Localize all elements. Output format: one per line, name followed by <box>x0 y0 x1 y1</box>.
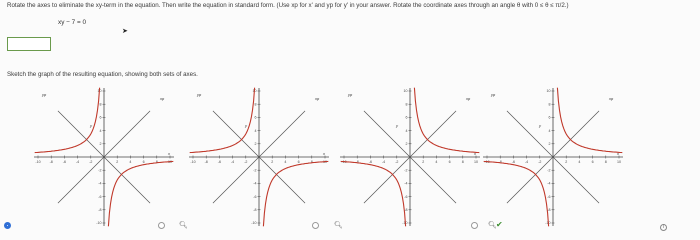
y-tick-label: -6 <box>253 194 257 199</box>
x-axis-label: x <box>617 151 619 156</box>
info-icon[interactable]: i <box>660 224 667 231</box>
y-axis-label: y <box>245 123 247 128</box>
x-tick-label: 6 <box>448 160 451 164</box>
x-tick-label: 2 <box>116 160 119 164</box>
y-tick-label: 6 <box>548 115 551 120</box>
graph-option-b <box>185 84 333 230</box>
y-tick-label: -10 <box>402 221 408 226</box>
graph-option-a <box>30 84 178 230</box>
y-tick-label: -2 <box>547 168 551 173</box>
x-tick-label: 10 <box>323 160 327 164</box>
x-tick-label: 10 <box>474 160 478 164</box>
y-tick-label: -8 <box>547 208 551 212</box>
y-tick-label: -8 <box>404 208 408 212</box>
y-tick-label: -10 <box>96 221 102 226</box>
y-tick-label: 6 <box>99 115 102 120</box>
graph-option-c <box>336 84 484 230</box>
x-tick-label: -2 <box>89 160 93 164</box>
x-tick-label: 2 <box>422 160 425 164</box>
x-tick-label: 10 <box>168 160 172 164</box>
y-tick-label: -8 <box>98 208 102 212</box>
x-tick-label: -2 <box>538 160 542 164</box>
x-axis-label: x <box>168 151 170 156</box>
y-tick-label: -10 <box>251 221 257 226</box>
x-tick-label: -10 <box>484 160 490 164</box>
y-tick-label: -4 <box>404 181 408 186</box>
y-tick-label: -6 <box>404 194 408 199</box>
x-tick-label: 8 <box>155 160 158 164</box>
x-tick-label: -8 <box>49 160 53 164</box>
y-tick-label: -2 <box>253 168 257 173</box>
x-tick-label: -2 <box>395 160 399 164</box>
y-tick-label: 10 <box>252 89 257 94</box>
y-tick-label: 8 <box>254 102 257 107</box>
yp-label: yp <box>42 92 47 97</box>
y-tick-label: -6 <box>98 194 102 199</box>
zoom-b-icon[interactable]: 🔍︎ <box>334 222 343 229</box>
x-tick-label: 8 <box>604 160 607 164</box>
yp-label: yp <box>348 92 353 97</box>
x-tick-label: -6 <box>217 160 222 164</box>
cursor-arrow-icon: ➤ <box>122 28 128 35</box>
x-tick-label: 4 <box>435 160 438 164</box>
x-tick-label: -6 <box>62 160 67 164</box>
y-tick-label: -6 <box>547 194 551 199</box>
y-tick-label: 8 <box>548 102 551 107</box>
equation: xy − 7 = 0 <box>58 19 87 26</box>
graph-c-svg <box>336 84 484 230</box>
x-tick-label: 4 <box>284 160 287 164</box>
answer-input[interactable] <box>7 37 51 51</box>
question-instruction: Rotate the axes to eliminate the xy-term in the equation. Then write the equation in standard form. (Use xp for x' and yp for y' in your answer. Rotate the coordinate axes through an angle θ with 0 ≤ θ ≤ π/2.) <box>7 2 569 9</box>
zoom-a-icon[interactable]: 🔍︎ <box>179 222 188 229</box>
x-tick-label: 4 <box>578 160 581 164</box>
x-axis-label: x <box>474 151 476 156</box>
x-tick-label: 10 <box>617 160 621 164</box>
xp-label: xp <box>315 96 320 101</box>
y-tick-label: -2 <box>404 168 408 173</box>
y-tick-label: 10 <box>97 89 102 94</box>
graph-a-svg <box>30 84 178 230</box>
y-tick-label: 2 <box>99 142 102 146</box>
sketch-prompt: Sketch the graph of the resulting equation, showing both sets of axes. <box>7 71 198 78</box>
x-axis-label: x <box>323 151 325 156</box>
graph-d-svg <box>479 84 627 230</box>
x-tick-label: -8 <box>498 160 502 164</box>
y-tick-label: 4 <box>548 128 551 133</box>
y-tick-label: 10 <box>403 89 408 94</box>
y-tick-label: 10 <box>546 89 551 94</box>
y-tick-label: 4 <box>99 128 102 133</box>
y-tick-label: 8 <box>405 102 408 107</box>
xp-label: xp <box>466 96 471 101</box>
x-tick-label: 2 <box>271 160 274 164</box>
graph-b-svg <box>185 84 333 230</box>
x-tick-label: -10 <box>35 160 41 164</box>
y-axis-label: y <box>90 123 92 128</box>
xp-label: xp <box>160 96 165 101</box>
y-tick-label: 8 <box>99 102 102 107</box>
x-tick-label: -4 <box>524 160 529 164</box>
y-tick-label: -4 <box>253 181 257 186</box>
x-tick-label: 6 <box>297 160 300 164</box>
x-tick-label: -10 <box>341 160 347 164</box>
y-tick-label: 6 <box>405 115 408 120</box>
y-tick-label: 2 <box>254 142 257 146</box>
x-tick-label: 4 <box>129 160 132 164</box>
x-tick-label: -2 <box>244 160 248 164</box>
y-tick-label: -4 <box>98 181 102 186</box>
y-tick-label: 4 <box>405 128 408 133</box>
yp-label: yp <box>491 92 496 97</box>
x-tick-label: 2 <box>565 160 568 164</box>
y-axis-label: y <box>539 123 541 128</box>
x-tick-label: -4 <box>230 160 235 164</box>
check-icon: ✔ <box>496 220 503 229</box>
x-tick-label: -10 <box>190 160 196 164</box>
y-tick-label: -4 <box>547 181 551 186</box>
y-tick-label: -10 <box>545 221 551 226</box>
option-a-radio[interactable] <box>4 222 11 229</box>
x-tick-label: -6 <box>511 160 516 164</box>
y-tick-label: 2 <box>548 142 551 146</box>
x-tick-label: -6 <box>368 160 373 164</box>
y-tick-label: -8 <box>253 208 257 212</box>
x-tick-label: 8 <box>310 160 313 164</box>
y-axis-label: y <box>396 123 398 128</box>
x-tick-label: 8 <box>461 160 464 164</box>
y-tick-label: 6 <box>254 115 257 120</box>
yp-label: yp <box>197 92 202 97</box>
x-tick-label: 6 <box>142 160 145 164</box>
x-tick-label: -4 <box>381 160 386 164</box>
graph-option-d <box>479 84 627 230</box>
y-tick-label: -2 <box>98 168 102 173</box>
x-tick-label: -4 <box>75 160 80 164</box>
y-tick-label: 4 <box>254 128 257 133</box>
y-tick-label: 2 <box>405 142 408 146</box>
x-tick-label: 6 <box>591 160 594 164</box>
xp-label: xp <box>609 96 614 101</box>
zoom-c-icon[interactable]: 🔍︎ <box>488 222 497 229</box>
x-tick-label: -8 <box>204 160 208 164</box>
x-tick-label: -8 <box>355 160 359 164</box>
